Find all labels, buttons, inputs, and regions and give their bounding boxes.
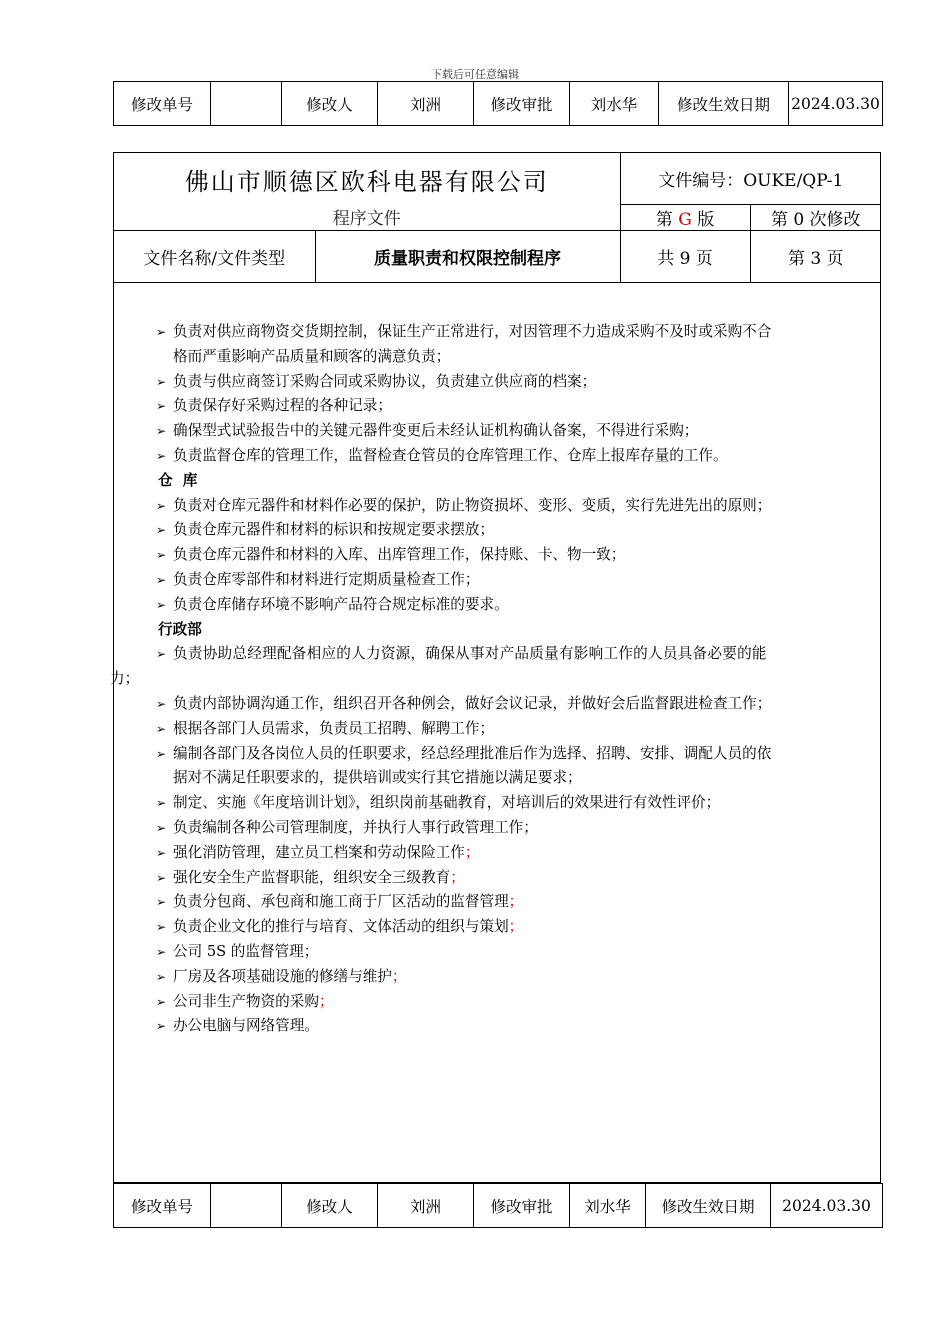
company-name: 佛山市顺德区欧科电器有限公司: [114, 153, 620, 204]
list-item-text: 负责分包商、承包商和施工商于厂区活动的监督管理: [173, 893, 509, 911]
revision-modifier-label: 修改人: [282, 82, 378, 126]
arrow-bullet-icon: ➢: [156, 548, 167, 563]
document-number: 文件编号：OUKE/QP-1: [620, 153, 881, 204]
list-item-line: [173, 965, 874, 990]
list-item-tail: ；: [450, 868, 465, 886]
list-item: [156, 568, 874, 593]
total-pages: 共 9 页: [620, 230, 750, 282]
list-item: [156, 494, 874, 519]
arrow-bullet-icon: ➢: [156, 498, 167, 513]
arrow-bullet-icon: ➢: [156, 920, 167, 935]
list-item: [156, 866, 874, 891]
arrow-bullet-icon: ➢: [156, 696, 167, 711]
arrow-bullet-icon: ➢: [156, 374, 167, 389]
section-title-admin: 行政部: [158, 620, 202, 638]
arrow-bullet-icon: ➢: [156, 895, 167, 910]
version-cell: [620, 204, 750, 230]
list-item: [156, 717, 874, 742]
list-item: [156, 419, 874, 444]
list-item-tail: ；: [391, 967, 407, 985]
arrow-bullet-icon: ➢: [156, 994, 167, 1009]
revision-effective-label: 修改生效日期: [659, 82, 789, 126]
revision-modifier-label: 修改人: [282, 1184, 378, 1228]
arrow-bullet-icon: ➢: [156, 1019, 167, 1034]
list-item: [156, 1014, 874, 1039]
list-item-line: 负责与供应商签订采购合同或采购协议，负责建立供应商的档案；: [173, 372, 597, 390]
list-item-line: 负责仓库储存环境不影响产品符合规定标准的要求。: [173, 595, 509, 613]
list-item-line: 据对不满足任职要求的，提供培训或实行其它措施以满足要求；: [173, 769, 582, 787]
list-item-line: 办公电脑与网络管理。: [173, 1017, 319, 1035]
list-item-line: 负责对仓库元器件和材料作必要的保护，防止物资损坏、变形、变质，实行先进先出的原则；: [173, 496, 772, 514]
document-header: [114, 153, 881, 283]
version-letter: G: [678, 209, 692, 230]
section-title-warehouse: 仓 库: [158, 471, 198, 489]
arrow-bullet-icon: ➢: [156, 796, 167, 811]
list-item: [156, 320, 874, 370]
list-item: [156, 816, 874, 841]
list-item-text: 厂房及各项基础设施的修缮与维护: [173, 967, 392, 985]
revision-bar-top: [113, 81, 883, 126]
revision-order-value: [211, 1184, 282, 1228]
list-item-text: 负责企业文化的推行与培育、文体活动的组织与策划: [173, 918, 509, 936]
arrow-bullet-icon: ➢: [156, 969, 167, 984]
arrow-bullet-icon: ➢: [156, 325, 167, 339]
list-item-line: [173, 990, 874, 1015]
list-item: [156, 692, 874, 717]
arrow-bullet-icon: ➢: [156, 523, 167, 538]
arrow-bullet-icon: ➢: [156, 399, 167, 414]
arrow-bullet-icon: ➢: [156, 944, 167, 959]
list-item-line: 负责协助总经理配备相应的人力资源，确保从事对产品质量有影响工作的人员具备必要的能: [173, 645, 767, 663]
revision-order-label: 修改单号: [114, 82, 211, 126]
arrow-bullet-icon: ➢: [156, 448, 167, 463]
list-item: [156, 518, 874, 543]
revision-order-label: 修改单号: [114, 1184, 211, 1228]
list-item-line: 负责保存好采购过程的各种记录；: [173, 397, 392, 415]
list-item-tail: ；: [508, 918, 524, 936]
responsibility-content: [110, 320, 874, 1039]
list-item: [156, 370, 874, 395]
list-item: [156, 990, 874, 1015]
list-item: [156, 543, 874, 568]
version-prefix: 第: [655, 209, 673, 230]
list-item: [156, 791, 874, 816]
watermark-text: 下载后可任意编辑: [431, 68, 519, 81]
list-item-line: 公司 5S 的监督管理；: [173, 942, 319, 960]
list-item-line: 编制各部门及各岗位人员的任职要求，经总经理批准后作为选择、招聘、安排、调配人员的依: [173, 744, 772, 762]
revision-modifier-value: 刘洲: [378, 82, 474, 126]
list-item-line: 负责仓库元器件和材料的标识和按规定要求摆放；: [173, 521, 495, 539]
list-item: [156, 915, 874, 940]
arrow-bullet-icon: ➢: [156, 647, 167, 662]
list-item-line: 根据各部门人员需求，负责员工招聘、解聘工作；: [173, 719, 495, 737]
arrow-bullet-icon: ➢: [156, 820, 167, 835]
arrow-bullet-icon: ➢: [156, 845, 167, 860]
revision-order-value: [211, 82, 282, 126]
revision-bar-bottom: [113, 1183, 883, 1228]
list-item: [156, 593, 874, 618]
list-item-tail: ；: [464, 843, 480, 861]
list-item-text: 强化安全生产监督职能，组织安全三级教育: [173, 868, 451, 886]
list-item: [156, 394, 874, 419]
list-item-tail: ；: [508, 893, 524, 911]
list-item-line: [173, 866, 874, 891]
revision-approval-value: 刘水华: [570, 1184, 646, 1228]
document-kind: 程序文件: [114, 204, 620, 230]
list-item: [156, 890, 874, 915]
arrow-bullet-icon: ➢: [156, 572, 167, 587]
list-item: [156, 841, 874, 866]
list-item-line: 负责内部协调沟通工作，组织召开各种例会，做好会议记录，并做好会后监督跟进检查工作；: [173, 694, 772, 712]
list-item-line: 负责编制各种公司管理制度，并执行人事行政管理工作；: [173, 818, 538, 836]
arrow-bullet-icon: ➢: [156, 721, 167, 736]
revision-approval-value: 刘水华: [570, 82, 659, 126]
list-item-text: 强化消防管理，建立员工档案和劳动保险工作: [173, 843, 465, 861]
list-item-line: 负责仓库零部件和材料进行定期质量检查工作；: [173, 570, 480, 588]
list-item-line: 负责监督仓库的管理工作，监督检查仓管员的仓库管理工作、仓库上报库存量的工作。: [173, 446, 728, 464]
list-item-line: [173, 841, 874, 866]
list-item-line: 力；: [110, 670, 140, 688]
list-item-text: 公司非生产物资的采购: [173, 992, 319, 1010]
list-item: [156, 965, 874, 990]
list-item-line: 确保型式试验报告中的关键元器件变更后未经认证机构确认备案，不得进行采购；: [173, 422, 699, 440]
document-title: 质量职责和权限控制程序: [315, 230, 620, 282]
list-item: [156, 444, 874, 469]
list-item-line: [173, 915, 874, 940]
list-item-line: 负责对供应商物资交货期控制，保证生产正常进行，对因管理不力造成采购不及时或采购不合: [173, 323, 772, 340]
document-frame: [110, 152, 881, 1183]
list-item-line: [173, 890, 874, 915]
list-item: [156, 742, 874, 792]
arrow-bullet-icon: ➢: [156, 424, 167, 439]
revision-effective-value: 2024.03.30: [771, 1184, 883, 1228]
document-body: [110, 284, 881, 1182]
arrow-bullet-icon: ➢: [156, 746, 167, 761]
revision-approval-label: 修改审批: [474, 1184, 570, 1228]
list-item: [110, 642, 874, 692]
arrow-bullet-icon: ➢: [156, 597, 167, 612]
revision-effective-label: 修改生效日期: [646, 1184, 771, 1228]
arrow-bullet-icon: ➢: [156, 870, 167, 885]
list-item-line: 格而严重影响产品质量和顾客的满意负责；: [173, 347, 451, 365]
list-item-line: 负责仓库元器件和材料的入库、出库管理工作，保持账、卡、物一致；: [173, 546, 626, 564]
list-item-line: 制定、实施《年度培训计划》，组织岗前基础教育，对培训后的效果进行有效性评价；: [173, 794, 721, 812]
list-item-tail: ；: [318, 992, 334, 1010]
name-type-label: 文件名称/文件类型: [114, 230, 315, 282]
revision-effective-value: 2024.03.30: [789, 82, 883, 126]
revision-count: 第 0 次修改: [750, 204, 881, 230]
list-item: [156, 940, 874, 965]
revision-approval-label: 修改审批: [474, 82, 570, 126]
page-number: 第 3 页: [750, 230, 881, 282]
revision-modifier-value: 刘洲: [378, 1184, 474, 1228]
version-suffix: 版: [697, 209, 715, 230]
